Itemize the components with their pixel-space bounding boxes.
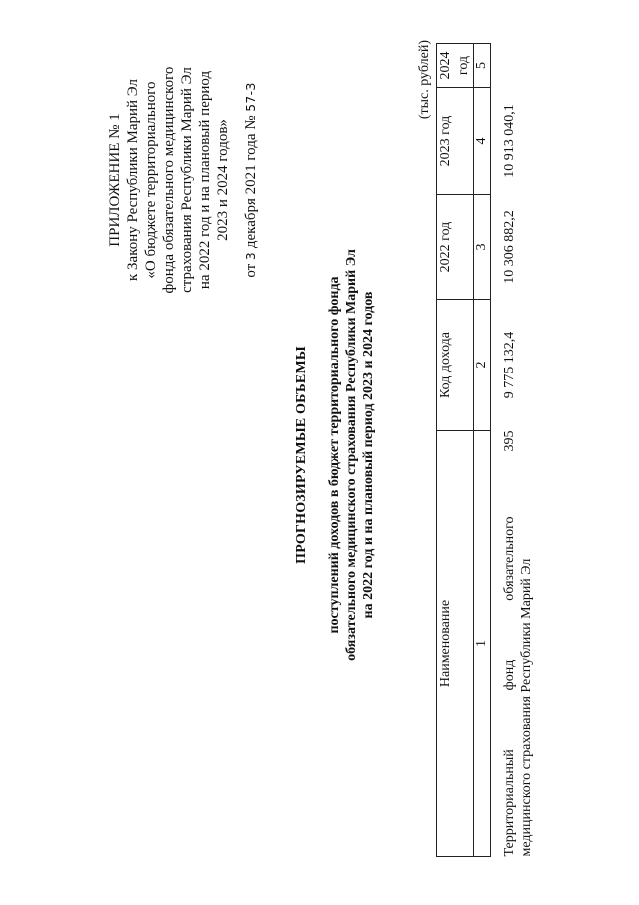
table-row bbox=[491, 44, 536, 857]
row-name bbox=[491, 493, 536, 857]
header-2022: 2022 год bbox=[437, 195, 474, 300]
row-value-2024: 10 913 040,1 bbox=[502, 104, 517, 178]
row-value-2022: 9 775 132,4 bbox=[502, 331, 517, 399]
row-name-word: Территориальный bbox=[502, 749, 517, 857]
document-title: ПРОГНОЗИРУЕМЫЕ ОБЪЕМЫ bbox=[294, 346, 309, 564]
row-value-2023: 10 306 882,2 bbox=[502, 210, 517, 284]
appendix-line: к Закону Республики Марий Эл bbox=[125, 79, 141, 282]
subtitle-line: на 2022 год и на плановый период 2023 и 2024 годов bbox=[361, 291, 376, 619]
date-text: декабря 2021 года № bbox=[243, 115, 259, 249]
subtitle-line: поступлений доходов в бюджет территориального фонда bbox=[327, 276, 342, 634]
column-number: 3 bbox=[474, 195, 491, 300]
header-code: Код дохода bbox=[437, 300, 474, 431]
date-prefix: от bbox=[243, 263, 259, 278]
appendix-line: «О бюджете территориального bbox=[143, 81, 159, 279]
appendix-line: фонда обязательного медицинского bbox=[161, 66, 177, 294]
column-number: 1 bbox=[474, 431, 491, 857]
appendix-line: на 2022 год и на плановый период bbox=[197, 70, 213, 290]
header-2023: 2023 год bbox=[437, 88, 474, 195]
row-code: 395 bbox=[502, 430, 517, 452]
row-name-line2: медицинского страхования Республики Марий Эл bbox=[519, 558, 534, 857]
appendix-date bbox=[242, 30, 260, 330]
date-number: 57-З bbox=[244, 82, 258, 112]
appendix-line: страхования Республики Марий Эл bbox=[179, 67, 195, 293]
header-2024: 2024 год bbox=[437, 44, 474, 88]
unit-label: (тыс. рублей) bbox=[417, 40, 432, 120]
column-number: 2 bbox=[474, 300, 491, 431]
column-number: 4 bbox=[474, 88, 491, 195]
header-name: Наименование bbox=[437, 431, 474, 857]
appendix-block bbox=[106, 30, 260, 330]
row-name-word: фонд bbox=[502, 659, 517, 691]
row-name-word: обязательного bbox=[502, 516, 517, 601]
revenue-table bbox=[436, 43, 535, 857]
row-spacer bbox=[491, 44, 536, 88]
date-day: 3 bbox=[244, 251, 258, 261]
appendix-line: 2023 и 2024 годов» bbox=[215, 119, 231, 241]
subtitle-line: обязательного медицинского страхования Республики Марий Эл bbox=[344, 249, 359, 661]
row-name-line1 bbox=[501, 517, 518, 857]
column-number: 5 bbox=[474, 44, 491, 88]
document-subtitle bbox=[326, 155, 377, 755]
appendix-title: ПРИЛОЖЕНИЕ № 1 bbox=[107, 113, 123, 247]
